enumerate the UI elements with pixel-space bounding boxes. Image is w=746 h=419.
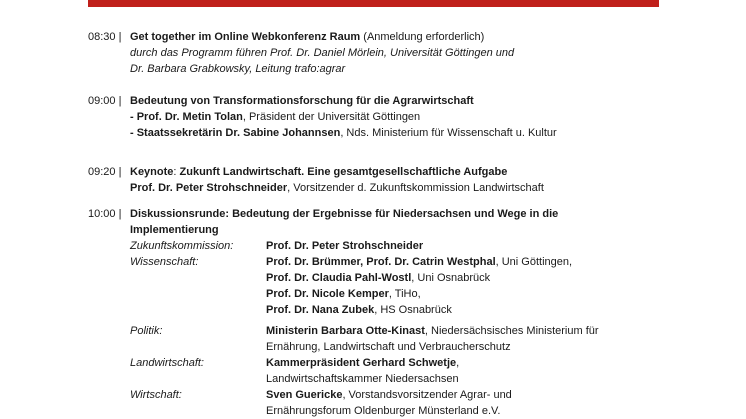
moderation-line: durch das Programm führen Prof. Dr. Daniel Mörlein, Universität Göttingen und bbox=[130, 47, 515, 59]
panelist-affiliation: , bbox=[456, 357, 460, 369]
item-note: (Anmeldung erforderlich) bbox=[360, 31, 485, 43]
panelist-affiliation: , Uni Göttingen, bbox=[495, 256, 573, 268]
item-title: Diskussionsrunde: Bedeutung der Ergebnisse für Niedersachsen und Wege in die bbox=[130, 208, 559, 220]
panel-zukunftskommission bbox=[130, 238, 688, 254]
item-title: Zukunft Landwirtschaft. Eine gesamtgesellschaftliche Aufgabe bbox=[179, 166, 508, 178]
panel-wirtschaft bbox=[130, 387, 688, 419]
agenda-item-1000 bbox=[88, 206, 688, 419]
keynote-label: Keynote bbox=[130, 166, 174, 178]
panelist-affiliation: , TiHo, bbox=[388, 288, 421, 300]
panelist-name: Ministerin Barbara Otte-Kinast bbox=[266, 325, 425, 337]
item-time: 09:20 | bbox=[88, 166, 122, 178]
speaker-name: - Staatssekretärin Dr. Sabine Johannsen bbox=[130, 127, 341, 139]
moderation-line: Dr. Barbara Grabkowsky, Leitung trafo:agrar bbox=[130, 63, 346, 75]
panel-label: Landwirtschaft: bbox=[130, 357, 204, 369]
panelist-name: Prof. Dr. Claudia Pahl-Wostl bbox=[266, 272, 412, 284]
item-title: Bedeutung von Transformationsforschung für die Agrarwirtschaft bbox=[130, 95, 474, 107]
panelist-affiliation: , Niedersächsisches Ministerium für bbox=[424, 325, 599, 337]
panelist-affiliation: , Vorstandsvorsitzender Agrar- und bbox=[342, 389, 512, 401]
item-title: Get together im Online Webkonferenz Raum bbox=[130, 31, 361, 43]
panelist-name: Prof. Dr. Nana Zubek bbox=[266, 304, 375, 316]
panelist-affiliation: , HS Osnabrück bbox=[374, 304, 452, 316]
panelist-name: Prof. Dr. Peter Strohschneider bbox=[266, 240, 424, 252]
speaker-name: Prof. Dr. Peter Strohschneider bbox=[130, 182, 288, 194]
panel-label: Politik: bbox=[130, 325, 163, 337]
panel-label: Wirtschaft: bbox=[130, 389, 182, 401]
agenda-item-0830 bbox=[88, 29, 688, 77]
panelist-name: Sven Guericke bbox=[266, 389, 343, 401]
item-time: 08:30 | bbox=[88, 31, 122, 43]
speaker-name: - Prof. Dr. Metin Tolan bbox=[130, 111, 243, 123]
speaker-role: , Vorsitzender d. Zukunftskommission Landwirtschaft bbox=[287, 182, 544, 194]
item-title-continued: Implementierung bbox=[130, 224, 219, 236]
panelist-affiliation: Ernährungsforum Oldenburger Münsterland e.V. bbox=[266, 405, 501, 417]
item-time: 10:00 | bbox=[88, 208, 122, 220]
speaker-role: , Präsident der Universität Göttingen bbox=[242, 111, 421, 123]
agenda-item-0920 bbox=[88, 164, 688, 196]
agenda-item-0900 bbox=[88, 93, 688, 141]
panelist-name: Prof. Dr. Brümmer, Prof. Dr. Catrin Westphal bbox=[266, 256, 496, 268]
panel-politik bbox=[130, 323, 688, 355]
panelist-name: Prof. Dr. Nicole Kemper bbox=[266, 288, 389, 300]
panelist-affiliation: Ernährung, Landwirtschaft und Verbraucherschutz bbox=[266, 341, 511, 353]
panel-label: Wissenschaft: bbox=[130, 256, 199, 268]
item-time: 09:00 | bbox=[88, 95, 122, 107]
panelist-affiliation: Landwirtschaftskammer Niedersachsen bbox=[266, 373, 459, 385]
panelist-affiliation: , Uni Osnabrück bbox=[411, 272, 491, 284]
panelist-name: Kammerpräsident Gerhard Schwetje bbox=[266, 357, 457, 369]
header-color-bar bbox=[88, 0, 659, 7]
keynote-separator: : bbox=[173, 166, 180, 178]
panel-label: Zukunftskommission: bbox=[130, 240, 234, 252]
speaker-role: , Nds. Ministerium für Wissenschaft u. Kultur bbox=[340, 127, 557, 139]
panel-landwirtschaft bbox=[130, 355, 688, 387]
panel-wissenschaft bbox=[130, 254, 688, 318]
